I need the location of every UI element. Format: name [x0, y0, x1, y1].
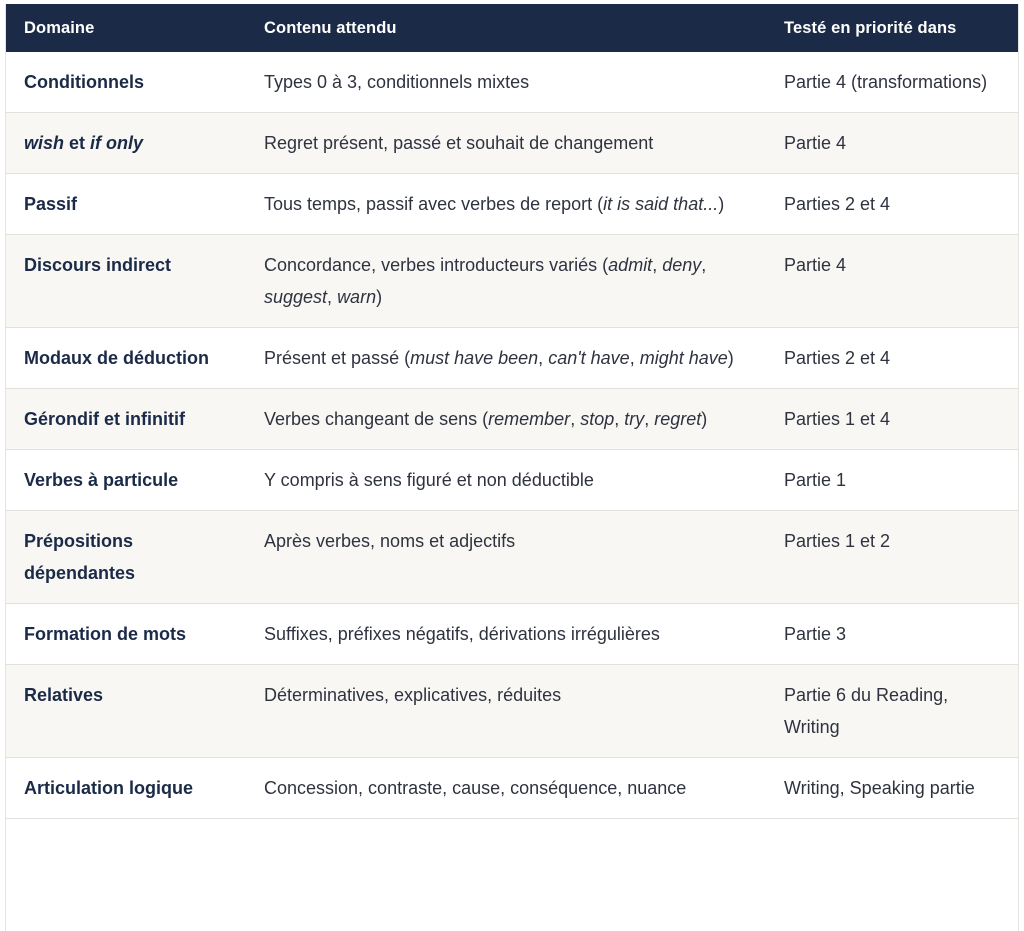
cell-text: Présent et passé ( [264, 348, 411, 368]
cell-teste [766, 604, 1018, 665]
cell-text: Modaux de déduction [24, 348, 210, 368]
grammar-table [6, 4, 1018, 819]
cell-text: Parties 1 et 4 [784, 409, 891, 429]
cell-text: Concession, contraste, cause, conséquence, nuance [264, 778, 687, 798]
cell-teste [766, 758, 1018, 819]
cell-teste [766, 113, 1018, 174]
cell-teste [766, 174, 1018, 235]
cell-contenu [246, 604, 766, 665]
cell-text: , [701, 255, 707, 275]
cell-contenu [246, 758, 766, 819]
table-row [6, 328, 1018, 389]
italic-text: regret [654, 409, 702, 429]
italic-text: warn [337, 287, 377, 307]
italic-text: admit [608, 255, 653, 275]
table-row [6, 174, 1018, 235]
header-contenu-attendu: Contenu attendu [246, 4, 766, 52]
cell-text: Parties 1 et 2 [784, 531, 891, 551]
italic-text: remember [488, 409, 571, 429]
cell-domaine [6, 758, 246, 819]
cell-text: Prépositions dépendantes [24, 531, 136, 583]
table-row [6, 389, 1018, 450]
cell-contenu [246, 450, 766, 511]
table-row [6, 113, 1018, 174]
cell-contenu [246, 328, 766, 389]
table-body [6, 52, 1018, 819]
italic-text: if only [90, 133, 144, 153]
cell-domaine [6, 174, 246, 235]
cell-domaine [6, 328, 246, 389]
table-row [6, 235, 1018, 328]
cell-text: , [327, 287, 338, 307]
cell-text: Parties 2 et 4 [784, 348, 891, 368]
italic-text: might have [639, 348, 728, 368]
cell-contenu [246, 174, 766, 235]
cell-text: ) [718, 194, 725, 214]
cell-text: Suffixes, préfixes négatifs, dérivations irrégulières [264, 624, 660, 644]
cell-text: Partie 3 [784, 624, 847, 644]
cell-text: Relatives [24, 685, 104, 705]
cell-contenu [246, 511, 766, 604]
table-row [6, 450, 1018, 511]
cell-text: , [570, 409, 581, 429]
table-row [6, 604, 1018, 665]
cell-text: Writing, Speaking partie [784, 778, 975, 798]
cell-contenu [246, 52, 766, 113]
cell-text: , [614, 409, 625, 429]
italic-text: suggest [264, 287, 328, 307]
cell-text: Discours indirect [24, 255, 172, 275]
cell-text: ) [727, 348, 734, 368]
cell-text: Passif [24, 194, 78, 214]
cell-text: et [64, 133, 91, 153]
cell-text: ) [376, 287, 383, 307]
cell-text: , [652, 255, 663, 275]
cell-text: ) [701, 409, 708, 429]
cell-domaine [6, 389, 246, 450]
cell-domaine [6, 604, 246, 665]
cell-text: Tous temps, passif avec verbes de report ( [264, 194, 604, 214]
cell-text: Partie 1 [784, 470, 847, 490]
grammar-table-container [5, 4, 1019, 931]
italic-text: must have been [410, 348, 539, 368]
cell-text: Verbes à particule [24, 470, 179, 490]
cell-teste [766, 450, 1018, 511]
cell-domaine [6, 113, 246, 174]
cell-teste [766, 389, 1018, 450]
cell-text: , [538, 348, 549, 368]
cell-text: Y compris à sens figuré et non déductible [264, 470, 594, 490]
table-header-row [6, 4, 1018, 52]
cell-contenu [246, 235, 766, 328]
cell-contenu [246, 665, 766, 758]
cell-domaine [6, 665, 246, 758]
cell-text: , [644, 409, 655, 429]
cell-text: Partie 4 [784, 133, 847, 153]
cell-domaine [6, 235, 246, 328]
italic-text: it is said that... [603, 194, 719, 214]
cell-text: Regret présent, passé et souhait de changement [264, 133, 654, 153]
table-row [6, 52, 1018, 113]
cell-text: , [629, 348, 640, 368]
cell-text: Gérondif et infinitif [24, 409, 185, 429]
cell-text: Partie 6 du Reading, Writing [784, 685, 949, 737]
italic-text: wish [24, 133, 65, 153]
italic-text: can't have [548, 348, 630, 368]
cell-domaine [6, 511, 246, 604]
cell-teste [766, 328, 1018, 389]
header-teste-en-priorite: Testé en priorité dans [766, 4, 1018, 52]
cell-domaine [6, 52, 246, 113]
cell-text: Conditionnels [24, 72, 144, 92]
table-row [6, 511, 1018, 604]
cell-text: Concordance, verbes introducteurs variés ( [264, 255, 609, 275]
table-row [6, 758, 1018, 819]
italic-text: deny [662, 255, 702, 275]
cell-text: Verbes changeant de sens ( [264, 409, 489, 429]
cell-text: Parties 2 et 4 [784, 194, 891, 214]
cell-teste [766, 665, 1018, 758]
cell-teste [766, 235, 1018, 328]
cell-text: Partie 4 (transformations) [784, 72, 988, 92]
cell-text: Après verbes, noms et adjectifs [264, 531, 516, 551]
cell-text: Articulation logique [24, 778, 193, 798]
italic-text: stop [580, 409, 615, 429]
cell-teste [766, 511, 1018, 604]
table-row [6, 665, 1018, 758]
cell-teste [766, 52, 1018, 113]
cell-domaine [6, 450, 246, 511]
cell-contenu [246, 113, 766, 174]
cell-text: Partie 4 [784, 255, 847, 275]
header-domaine: Domaine [6, 4, 246, 52]
italic-text: try [624, 409, 645, 429]
cell-text: Déterminatives, explicatives, réduites [264, 685, 562, 705]
cell-text: Formation de mots [24, 624, 187, 644]
cell-contenu [246, 389, 766, 450]
cell-text: Types 0 à 3, conditionnels mixtes [264, 72, 530, 92]
